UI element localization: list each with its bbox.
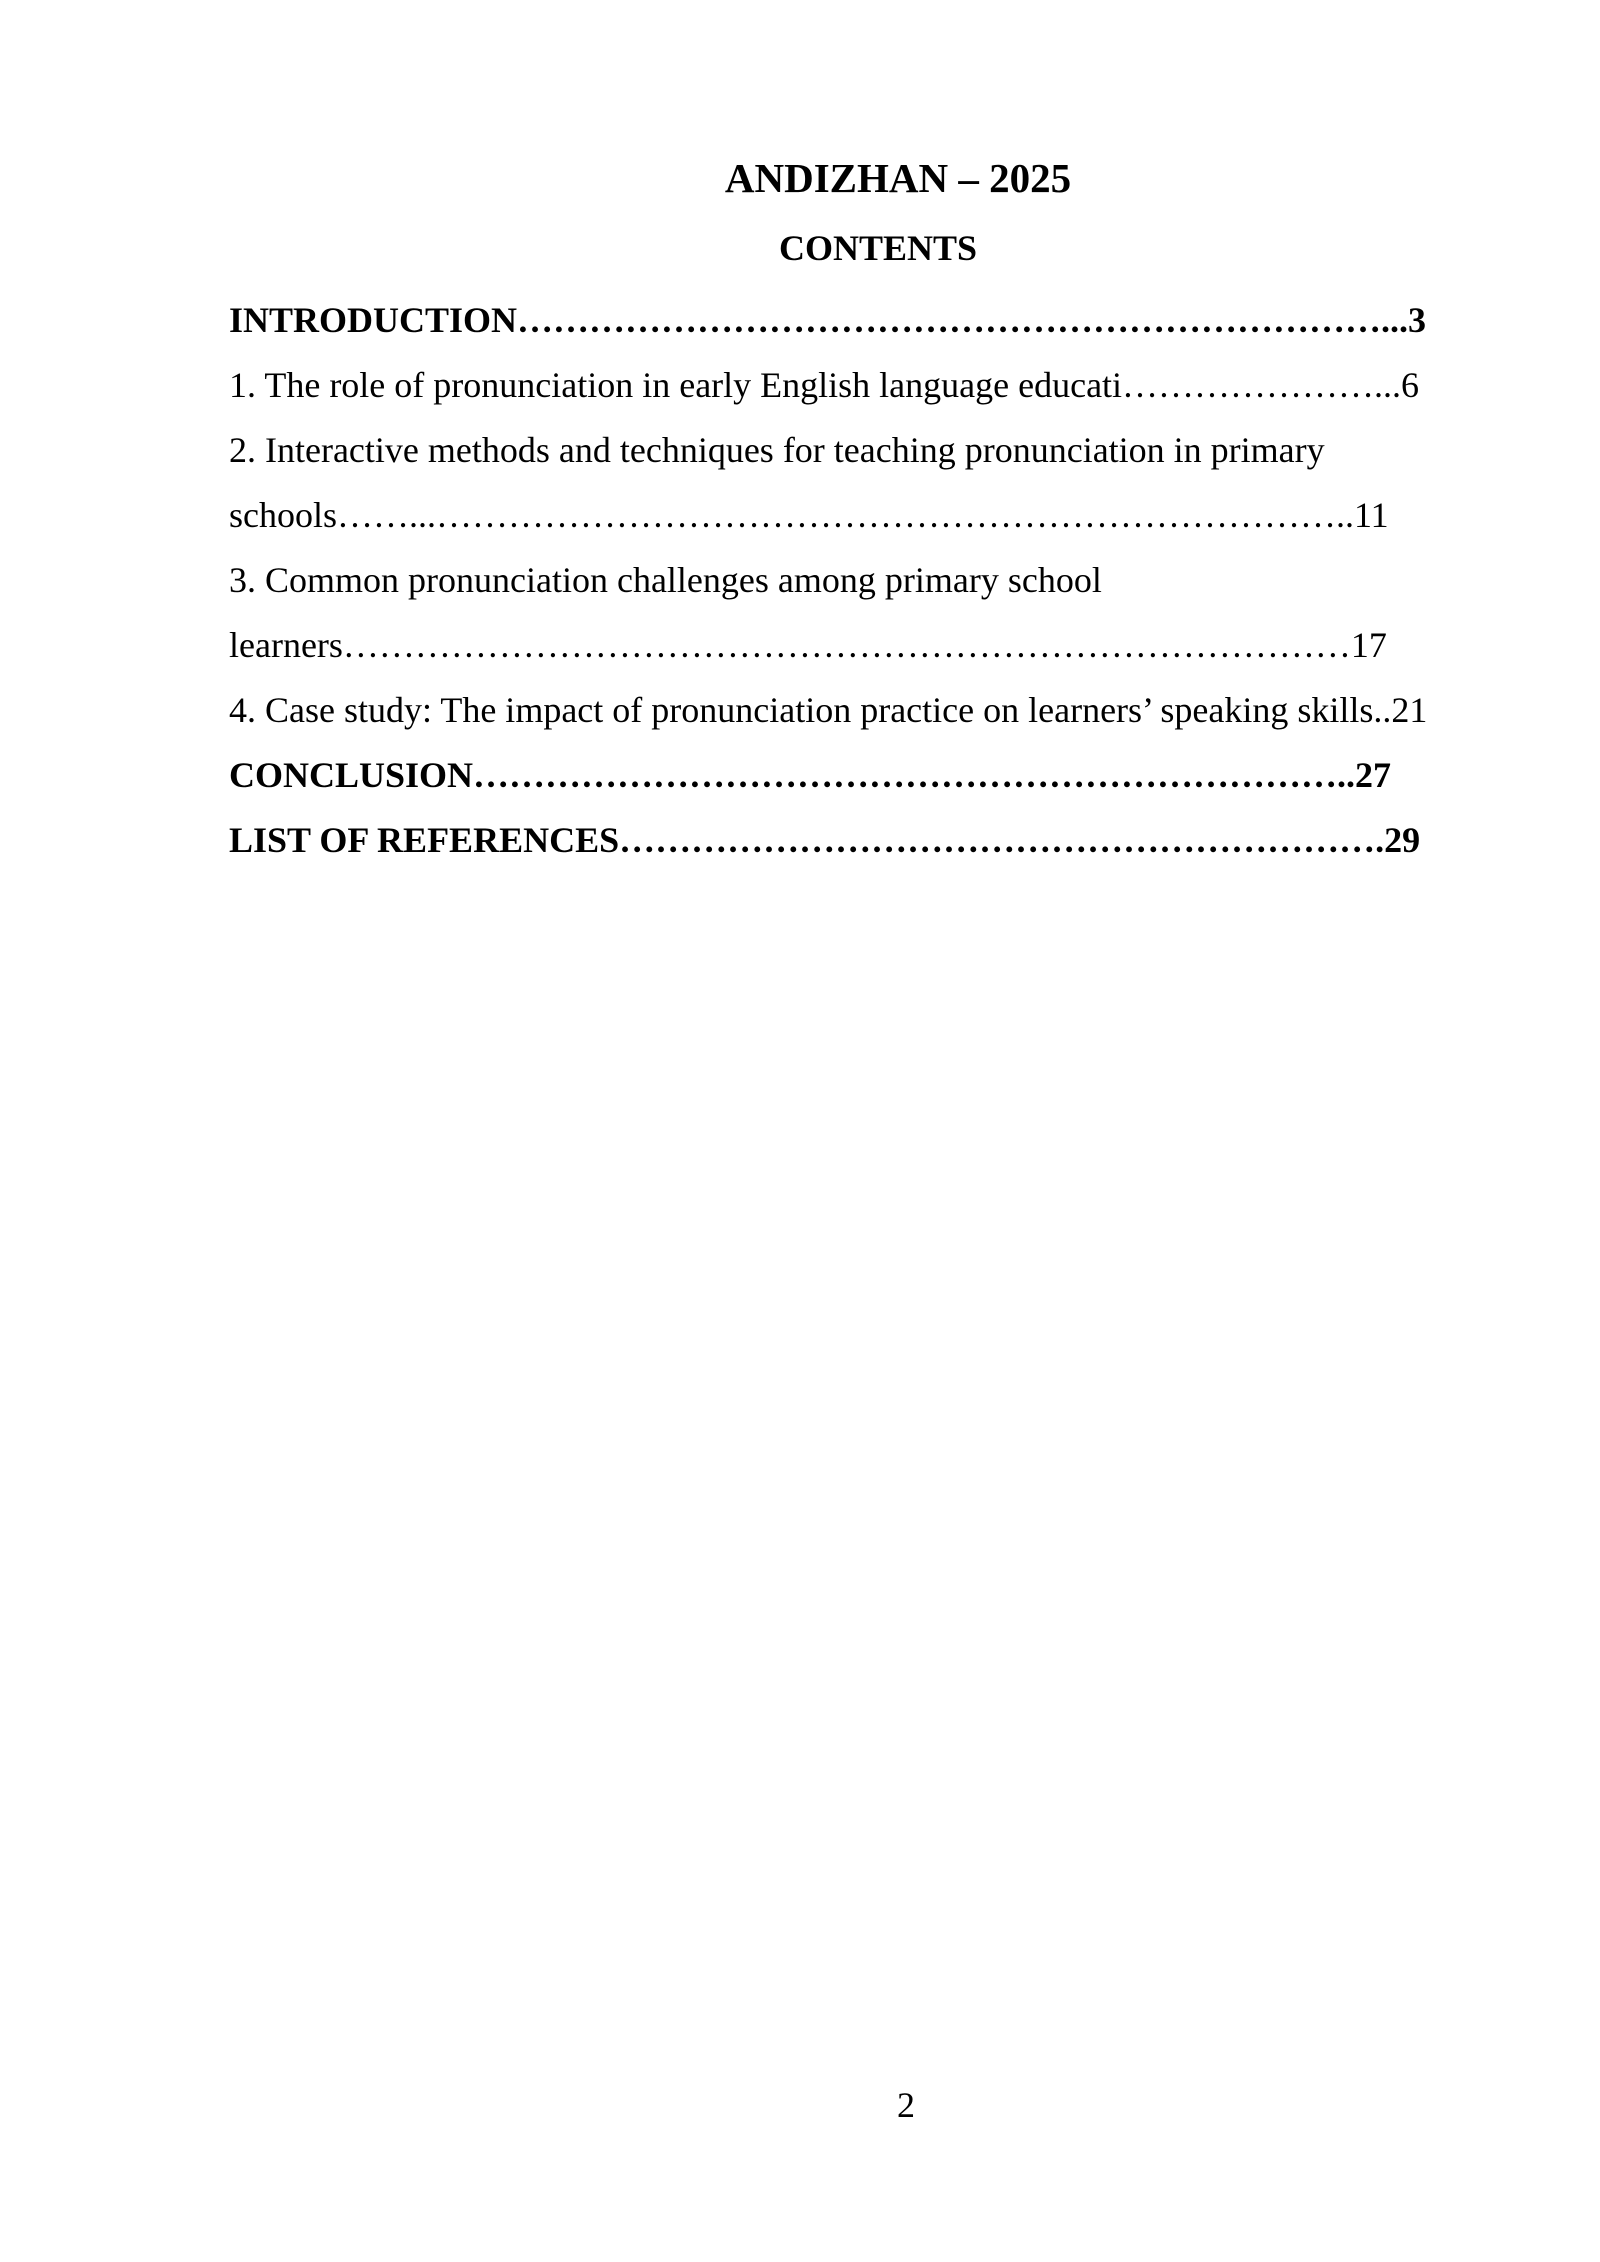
- table-of-contents: [229, 288, 1499, 873]
- toc-entry-chapter-4: 4. Case study: The impact of pronunciation practice on learners’ speaking skills..21: [229, 690, 1428, 730]
- toc-entry-introduction: INTRODUCTION………………………………………………………………...3: [229, 300, 1427, 340]
- toc-entry-chapter-2-line-1: 2. Interactive methods and techniques for teaching pronunciation in primary: [229, 430, 1325, 470]
- contents-heading: CONTENTS: [778, 228, 978, 268]
- page-number: 2: [897, 2085, 915, 2125]
- toc-entry-chapter-1: 1. The role of pronunciation in early English language educati…………………...6: [229, 365, 1420, 405]
- toc-entry-references: LIST OF REFERENCES……………………………………………………….29: [229, 820, 1421, 860]
- toc-entry-conclusion: CONCLUSION………………………………………………………………..27: [229, 755, 1392, 795]
- city-year-heading: ANDIZHAN – 2025: [724, 155, 1072, 201]
- toc-entry-chapter-3-line-2: learners…………………………………………………………………………17: [229, 625, 1387, 665]
- toc-entry-chapter-2-line-2: schools……...…………………………………………………………………..11: [229, 495, 1389, 535]
- toc-entry-chapter-3-line-1: 3. Common pronunciation challenges among primary school: [229, 560, 1102, 600]
